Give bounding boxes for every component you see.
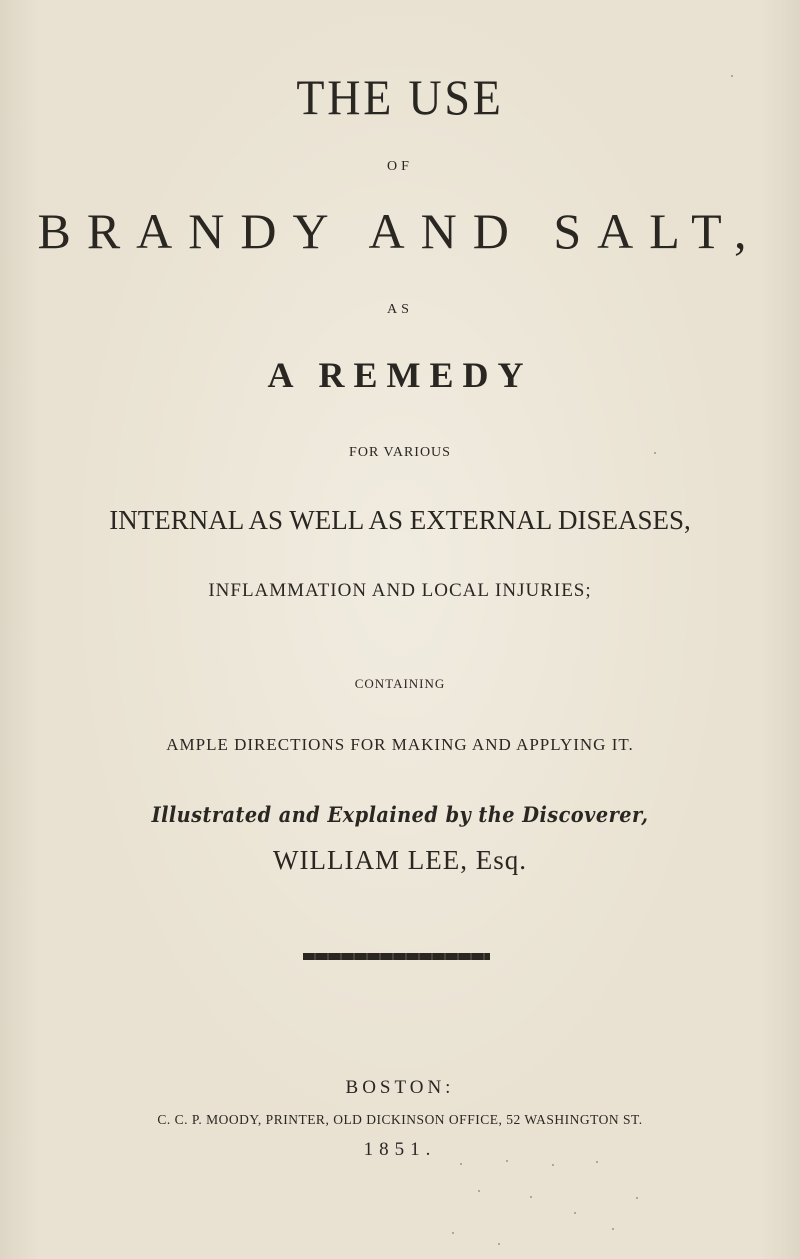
subtitle-diseases: INTERNAL AS WELL AS EXTERNAL DISEASES, [109, 505, 691, 535]
title-a-remedy: A REMEDY [267, 355, 533, 395]
title-brandy-and-salt: BRANDY AND SALT, [37, 203, 763, 259]
ornamental-rule [303, 953, 490, 960]
subtitle-containing: CONTAINING [354, 676, 446, 691]
subtitle-for-various: FOR VARIOUS [349, 445, 451, 460]
imprint-year: 1851. [363, 1139, 437, 1160]
speck [654, 452, 656, 454]
subtitle-directions: AMPLE DIRECTIONS FOR MAKING AND APPLYING IT. [166, 735, 634, 754]
speck [612, 1228, 614, 1230]
speck [460, 1163, 462, 1165]
speck [506, 1160, 508, 1162]
speck [478, 1190, 480, 1192]
speck [498, 1243, 500, 1245]
speck [636, 1197, 638, 1199]
title-the-use: THE USE [296, 69, 504, 125]
speck [731, 75, 733, 77]
speck [530, 1196, 532, 1198]
speck [552, 1164, 554, 1166]
speck [452, 1232, 454, 1234]
subtitle-injuries: INFLAMMATION AND LOCAL INJURIES; [208, 580, 592, 601]
speck [596, 1161, 598, 1163]
title-as: AS [387, 302, 413, 317]
imprint-printer: C. C. P. MOODY, PRINTER, OLD DICKINSON OFFICE, 52 WASHINGTON ST. [157, 1112, 643, 1127]
author-name: WILLIAM LEE, Esq. [273, 845, 527, 875]
title-of: OF [387, 159, 413, 174]
speck [574, 1212, 576, 1214]
author-credit-line: Illustrated and Explained by the Discoverer, [151, 802, 649, 827]
imprint-city: BOSTON: [345, 1077, 455, 1098]
